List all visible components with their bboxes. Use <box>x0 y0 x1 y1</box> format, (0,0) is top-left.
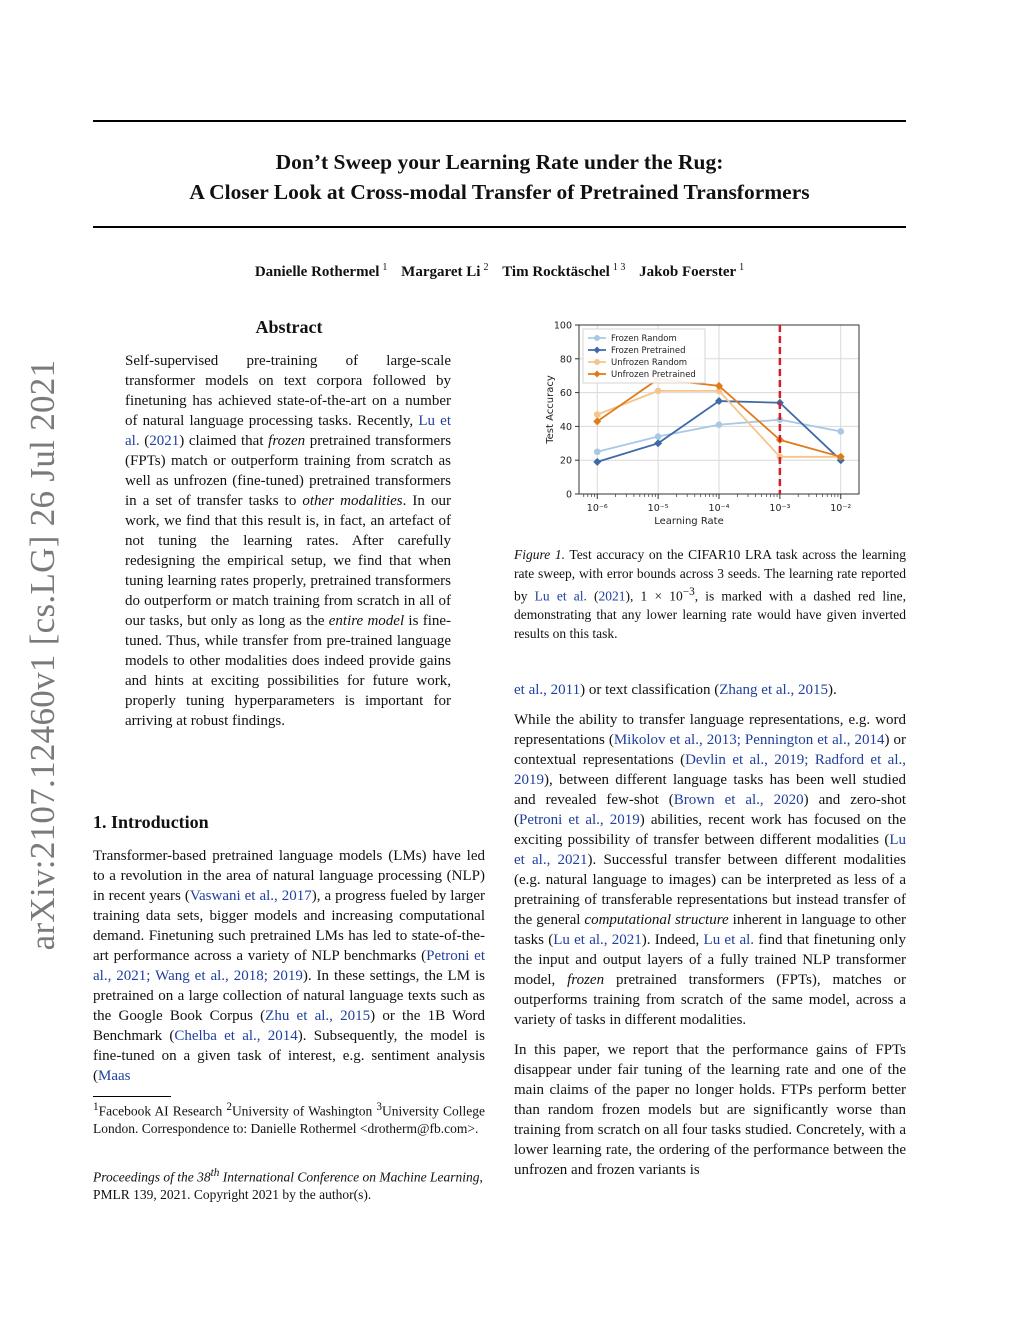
data-point <box>655 388 662 395</box>
title-rule-top <box>93 120 906 122</box>
x-tick-label: 10⁻⁶ <box>586 503 608 514</box>
x-tick-label: 10⁻³ <box>769 503 791 514</box>
data-point <box>716 421 723 428</box>
test-accuracy-chart <box>536 313 866 528</box>
section-heading-introduction: 1. Introduction <box>93 812 209 832</box>
paper-title <box>93 147 906 207</box>
citation-link[interactable]: Devlin et al., 2019; Radford et al., 2019 <box>514 752 906 788</box>
y-tick-label: 60 <box>559 388 572 400</box>
author: Jakob Foerster $^1$ <box>639 262 745 280</box>
x-tick-label: 10⁻⁴ <box>708 503 730 514</box>
citation-link[interactable]: Maas <box>98 1068 131 1084</box>
citation-link[interactable]: 2021 <box>149 433 180 449</box>
arxiv-stamp: arXiv:2107.12460v1 [cs.LG] 26 Jul 2021 <box>23 359 62 951</box>
legend-marker <box>594 359 600 365</box>
author: Tim Rocktäschel $^{1 3}$ <box>502 262 626 280</box>
y-tick-label: 40 <box>559 421 572 433</box>
citation-link[interactable]: et al., 2011 <box>514 682 581 698</box>
citation-link[interactable]: Brown et al., 2020 <box>673 792 804 808</box>
figure-caption: Figure 1. Test accuracy on the CIFAR10 LRA task across the learning rate sweep, with error bounds across 3 seeds. The learning rate reported by Lu et al. (2021), $1 \times 10^{-3}$, is marked with a dashed red line, demonstrating that any lower learning rate would have given inverted results on this task. <box>514 547 907 641</box>
y-tick-label: 100 <box>553 320 572 332</box>
y-tick-label: 20 <box>559 455 572 467</box>
author-list <box>93 262 906 281</box>
citation-link[interactable]: Mikolov et al., 2013; Pennington et al., 2014 <box>613 732 885 748</box>
legend-label: Unfrozen Pretrained <box>611 370 696 380</box>
abstract-body: Self-supervised pre-training of large-scale transformer models on text corpora followed by finetuning has achieved state-of-the-art on a number of natural language processing tasks. Recently, Lu et al. (2021) claimed that frozen pretrained transformers (FPTs) match or outperform training from scratch as well as unfrozen (fine-tuned) pretrained transformers in a set of transfer tasks to other modalities. In our work, we find that this result is, in fact, an artefact of not tuning the learning rates. After carefully redesigning the empirical setup, we find that when tuning learning rates properly, pretrained transformers do outperform or match training from scratch in all of our tasks, but only as long as the entire model is fine-tuned. Thus, while transfer from pre-trained language models to other modalities does indeed provide gains and hints at exciting possibilities for future work, properly tuning hyperparameters is important for arriving at robust findings. <box>125 353 452 729</box>
citation-link[interactable]: Petroni et al., 2021; Wang et al., 2018; 2019 <box>93 948 486 984</box>
citation-link[interactable]: Lu et al., 2021 <box>514 832 906 868</box>
title-rule-bottom <box>93 226 906 228</box>
paragraph: While the ability to transfer language representations, e.g. word representations (Mikolov et al., 2013; Pennington et al., 2014) or contextual representations (Devlin et al., 2019; Radford et al., 2019), between different language tasks has been well studied and revealed few-shot (Brown et al., 2020) and zero-shot (Petroni et al., 2019) abilities, recent work has focused on the exciting possibility of transfer between different modalities (Lu et al., 2021). Successful transfer between different modalities (e.g. natural language to images) can be interpreted as less of a pretraining of transferable representations but instead transfer of the general computational structure inherent in language to other tasks (Lu et al., 2021). Indeed, Lu et al. find that finetuning only the input and output layers of a fully trained NLP transformer model, frozen pretrained transformers (FPTs), matches or outperforms training from scratch of the same model, across a variety of tasks in different modalities. <box>514 712 907 1028</box>
citation-link[interactable]: Lu et al., 2021 <box>553 932 642 948</box>
citation-link[interactable]: Zhu et al., 2015 <box>265 1008 371 1024</box>
data-point <box>594 448 601 455</box>
y-axis-label: Test Accuracy <box>545 375 556 444</box>
citation-link[interactable]: Lu et al. <box>703 932 755 948</box>
title-line-2: A Closer Look at Cross-modal Transfer of Pretrained Transformers <box>189 180 810 204</box>
data-point <box>655 433 662 440</box>
y-tick-label: 0 <box>565 489 572 501</box>
citation-link[interactable]: Chelba et al., 2014 <box>174 1028 298 1044</box>
legend-label: Frozen Pretrained <box>611 346 686 356</box>
citation-link[interactable]: Zhang et al., 2015 <box>719 682 828 698</box>
citation-link[interactable]: Petroni et al., 2019 <box>519 812 640 828</box>
footnote-rule <box>93 1096 171 1097</box>
abstract-heading: Abstract <box>255 317 323 337</box>
citation-link[interactable]: 2021 <box>598 588 626 604</box>
paragraph: In this paper, we report that the performance gains of FPTs disappear under fair tuning of the learning rate and one of the main claims of the paper no longer holds. FTPs perform better than random frozen models but are significantly worse than training from scratch on all four tasks studied. Concretely, with a lower learning rate, the ordering of the performance between the unfrozen and frozen variants is <box>514 1042 906 1178</box>
legend-label: Unfrozen Random <box>611 358 688 368</box>
citation-link[interactable]: Lu et al. <box>125 413 452 449</box>
paragraph: et al., 2011) or text classification (Zhang et al., 2015). <box>514 682 837 698</box>
title-line-1: Don’t Sweep your Learning Rate under the Rug: <box>275 150 724 174</box>
affiliation-footnote: $^1$Facebook AI Research $^2$University of Washington $^3$University College London. Correspondence to: Danielle Rothermel <drotherm@fb.com>. <box>93 1101 486 1136</box>
author: Margaret Li $^2$ <box>401 262 489 280</box>
data-point <box>837 428 844 435</box>
x-tick-label: 10⁻⁵ <box>647 503 669 514</box>
data-point <box>594 411 601 418</box>
author: Danielle Rothermel $^1$ <box>254 262 388 280</box>
x-tick-label: 10⁻² <box>830 503 852 514</box>
legend-label: Frozen Random <box>611 334 677 344</box>
proceedings-note: Proceedings of the 38th International Conference on Machine Learning, PMLR 139, 2021. Copyright 2021 by the author(s). <box>93 1167 483 1202</box>
introduction-body-continued <box>514 680 906 1190</box>
legend-marker <box>594 335 600 341</box>
citation-link[interactable]: Vaswani et al., 2017 <box>189 888 312 904</box>
data-point <box>593 458 601 466</box>
citation-link[interactable]: Lu et al. <box>534 588 587 604</box>
x-axis-label: Learning Rate <box>654 516 724 527</box>
y-tick-label: 80 <box>559 354 572 366</box>
introduction-body: Transformer-based pretrained language models (LMs) have led to a revolution in the area of natural language processing (NLP) in recent years (Vaswani et al., 2017), a progress fueled by larger training data sets, bigger models and increasing computational demand. Finetuning such pretrained LMs has led to state-of-the-art performance across a variety of NLP benchmarks (Petroni et al., 2021; Wang et al., 2018; 2019). In these settings, the LM is pretrained on a large collection of natural language texts such as the Google Book Corpus (Zhu et al., 2015) or the 1B Word Benchmark (Chelba et al., 2014). Subsequently, the model is fine-tuned on a given task of interest, e.g. sentiment analysis (Maas <box>93 848 486 1084</box>
